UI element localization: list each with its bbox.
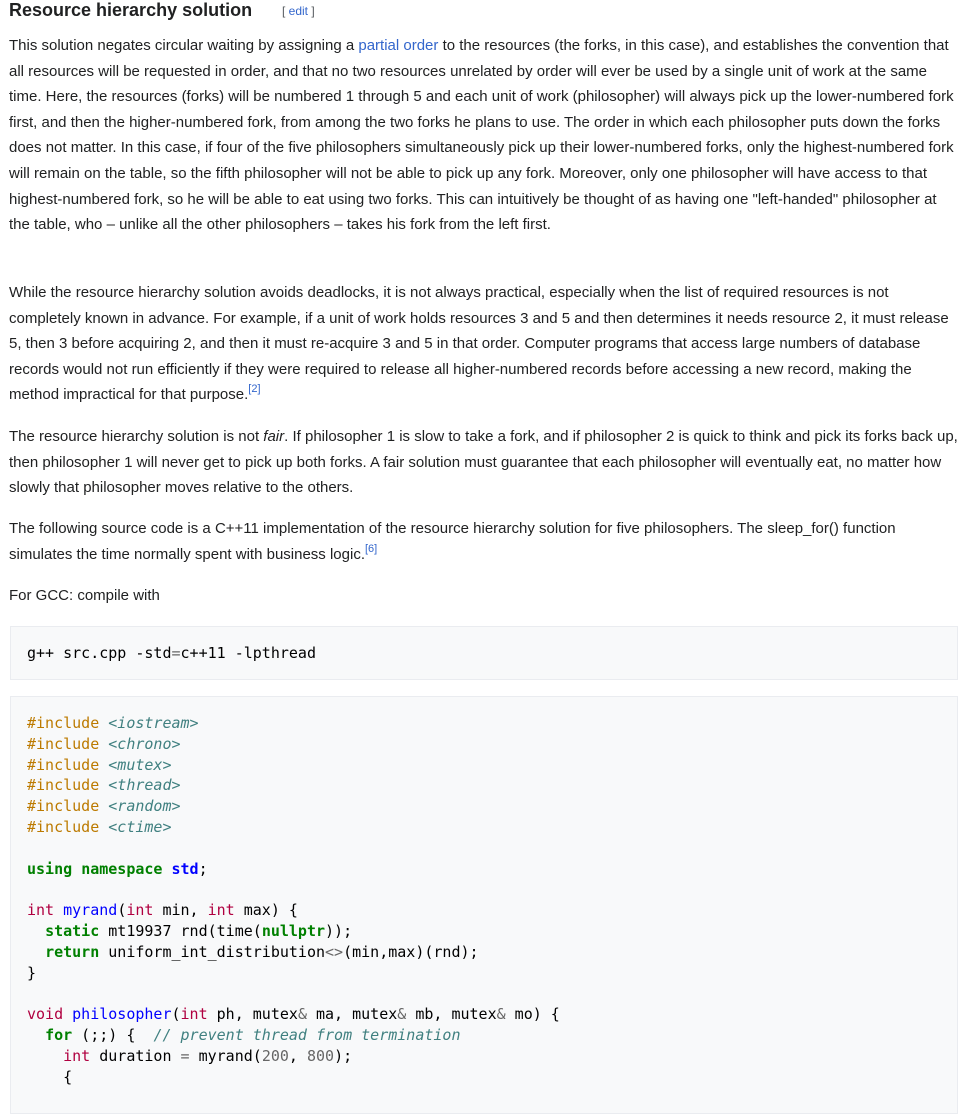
var-duration: duration xyxy=(90,1046,181,1065)
include-directive: #include xyxy=(27,817,100,836)
paragraph-4 xyxy=(9,516,959,567)
open-brace: { xyxy=(63,1067,73,1086)
keyword-return: return xyxy=(45,942,100,961)
close-brace: } xyxy=(27,963,37,982)
citation-6-link[interactable]: [6] xyxy=(365,542,378,555)
include-thread: <thread> xyxy=(108,776,181,795)
number-800: 800 xyxy=(306,1046,335,1065)
include-directive: #include xyxy=(27,797,100,816)
paragraph-2 xyxy=(9,280,959,408)
paragraph-1 xyxy=(9,33,959,238)
citation-6 xyxy=(365,543,377,555)
function-philosopher: philosopher xyxy=(72,1005,172,1024)
include-chrono: <chrono> xyxy=(108,734,181,753)
type-int: int xyxy=(207,901,235,920)
param-mb: mb, mutex xyxy=(406,1005,497,1024)
param-mo: mo) { xyxy=(505,1005,560,1024)
ref-op: & xyxy=(397,1005,407,1024)
p2-text: While the resource hierarchy solution avoids deadlocks, it is not always practical, especially when the list of required resources is not completely known in advance. For example, if a unit of work holds resources 3 and 5 and then determines it needs resource 2, it must release 5, then 3 before acquiring 2, and then it must re-acquire 3 and 5 in that order. Computer programs that access large numbers of database records would not run efficiently if they were required to release all higher-numbered records before accessing a new record, making the method impractical for that purpose. xyxy=(9,284,949,404)
code-comment: // prevent thread from termination xyxy=(153,1025,461,1044)
compile-command-block xyxy=(10,626,958,680)
type-void: void xyxy=(27,1005,64,1024)
comma: , xyxy=(288,1046,307,1065)
keyword-static: static xyxy=(45,921,100,940)
cmd-part-a: g++ src.cpp -std xyxy=(27,644,172,662)
keyword-nullptr: nullptr xyxy=(261,921,326,940)
p4-text: The following source code is a C++11 implementation of the resource hierarchy solution for five philosophers. The sleep_for() function simulates the time normally spent with business logic. xyxy=(9,520,896,563)
include-random: <random> xyxy=(108,797,181,816)
citation-2-link[interactable]: [2] xyxy=(248,383,261,396)
cmd-op: = xyxy=(171,644,181,662)
p1-text-a: This solution negates circular waiting by assigning a xyxy=(9,37,359,54)
type-int: int xyxy=(63,1046,91,1065)
p3-text-b: . If philosopher 1 is slow to take a fork, and if philosopher 2 is quick to think and pick its forks back up, then philosopher 1 will never get to pick up both forks. A fair solution must guarantee that each philosopher will eventually eat, no matter how slowly that philosopher moves relative to the others. xyxy=(9,428,958,497)
namespace-std: std xyxy=(171,859,199,878)
edit-bracket-open: [ xyxy=(282,4,289,18)
param-max: max) { xyxy=(243,901,298,920)
edit-link[interactable]: edit xyxy=(288,4,309,18)
keyword-for: for xyxy=(45,1025,73,1044)
param-ph: ph, mutex xyxy=(207,1005,298,1024)
semicolon: ; xyxy=(198,859,208,878)
uniform-dist: uniform_int_distribution xyxy=(99,942,326,961)
type-int: int xyxy=(27,901,55,920)
myrand-call: myrand( xyxy=(189,1046,262,1065)
function-myrand: myrand xyxy=(63,901,118,920)
assign-op: = xyxy=(180,1046,190,1065)
include-mutex: <mutex> xyxy=(108,755,172,774)
paragraph-3 xyxy=(9,424,959,501)
ref-op: & xyxy=(297,1005,307,1024)
mt-decl: mt19937 rnd(time( xyxy=(99,921,262,940)
for-loop: (;;) { xyxy=(72,1025,154,1044)
p1-text-b: to the resources (the forks, in this case), and establishes the convention that all resources will be requested in order, and that no two resources unrelated by order will ever be used by a single unit of work at the same time. Here, the resources (forks) will be numbered 1 through 5 and each unit of work (philosopher) will always pick up the lower-numbered fork first, and then the higher-numbered fork, from among the two forks he plans to use. The order in which each philosopher puts down the forks does not matter. In this case, if four of the five philosophers simultaneously pick up their lower-numbered forks, only the highest-numbered fork will remain on the table, so the fifth philosopher will not be able to pick up any fork. Moreover, only one philosopher will have access to that highest-numbered fork, so he will be able to eat using two forks. This can intuitively be thought of as having one "left-handed" philosopher at the table, who – unlike all the other philosophers – takes his fork from the left first. xyxy=(9,37,954,234)
template-op: <> xyxy=(325,942,344,961)
include-directive: #include xyxy=(27,755,100,774)
p3-text-a: The resource hierarchy solution is not xyxy=(9,428,264,445)
keyword-using: using xyxy=(27,859,73,878)
ref-op: & xyxy=(496,1005,506,1024)
number-200: 200 xyxy=(261,1046,289,1065)
p3-italic-fair: fair xyxy=(263,428,285,445)
uniform-dist-call: (min,max)(rnd); xyxy=(343,942,479,961)
edit-section xyxy=(282,3,315,19)
include-directive: #include xyxy=(27,734,100,753)
keyword-namespace: namespace xyxy=(81,859,163,878)
include-directive: #include xyxy=(27,776,100,795)
section-heading: Resource hierarchy solution xyxy=(9,0,253,20)
cmd-part-b: c++11 -lpthread xyxy=(180,644,316,662)
param-min: min, xyxy=(162,901,208,920)
edit-bracket-close: ] xyxy=(308,4,315,18)
citation-2 xyxy=(248,383,260,395)
include-iostream: <iostream> xyxy=(108,714,199,732)
call-end: ); xyxy=(334,1046,353,1065)
type-int: int xyxy=(126,901,154,920)
include-ctime: <ctime> xyxy=(108,817,172,836)
type-int: int xyxy=(180,1005,208,1024)
paragraph-5: For GCC: compile with xyxy=(9,587,160,604)
param-ma: ma, mutex xyxy=(306,1005,398,1024)
mt-decl-end: )); xyxy=(325,921,353,940)
partial-order-link[interactable]: partial order xyxy=(358,37,439,54)
source-code-block: #include <iostream> #include <chrono> #include <mutex> #include <thread> #include <random> #include <ctime> using namespace std; int myrand(int min, int max) { static mt19937 rnd(time(nullptr)); return uniform_int_distribution<>(min,max)(rnd); } void philosopher(int ph, mutex& ma, mutex& mb, mutex& mo) { for (;;) { // prevent thread from termination int duration = myrand(200, 800); { xyxy=(10,696,958,1114)
include-directive: #include xyxy=(27,714,100,732)
